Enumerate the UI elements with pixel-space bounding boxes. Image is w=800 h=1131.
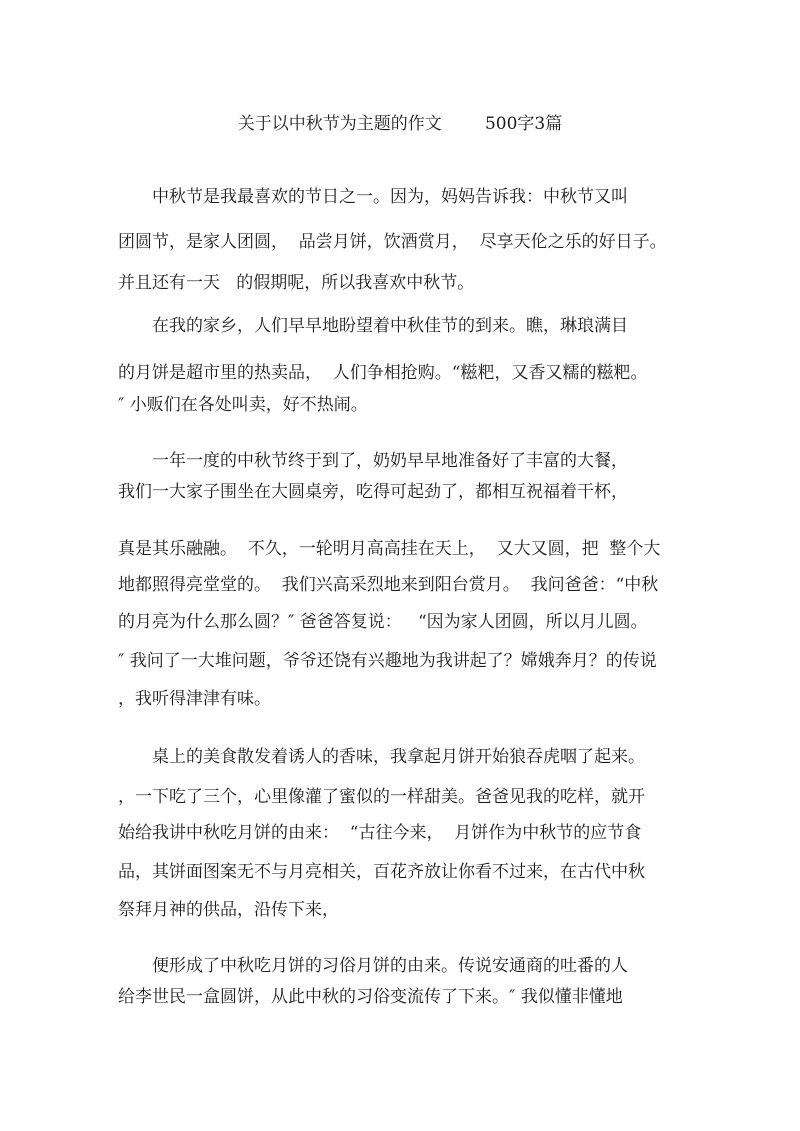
text-line: 团圆节，是家人团圆， 品尝月饼，饮酒赏月， 尽享天伦之乐的好日子。 — [118, 232, 667, 252]
text-line: 一年一度的中秋节终于到了，奶奶早早地准备好了丰富的大餐， — [152, 451, 628, 471]
text-line: 的月饼是超市里的热卖品， 人们争相抢购。“糍粑，又香又糯的糍粑。 — [118, 363, 648, 383]
text-line: ，我听得津津有味。 — [118, 689, 271, 709]
text-line: 始给我讲中秋吃月饼的由来： “古往今来， 月饼作为中秋节的应节食 — [118, 823, 642, 843]
text-line: ″ 我问了一大堆问题，爷爷还饶有兴趣地为我讲起了？嫦娥奔月？的传说 — [118, 651, 657, 671]
text-line: 并且还有一天 的假期呢，所以我喜欢中秋节。 — [118, 273, 475, 293]
text-line: 祭拜月神的供品，沿传下来， — [118, 900, 339, 920]
text-line: 给李世民一盒圆饼，从此中秋的习俗变流传了下来。″ 我似懂非懂地 — [118, 987, 623, 1007]
text-line: 地都照得亮堂堂的。 我们兴高采烈地来到阳台赏月。 我问爸爸：“中秋 — [118, 575, 659, 595]
text-line: 的月亮为什么那么圆？″ 爸爸答复说： “因为家人团圆，所以月儿圆。 — [118, 612, 648, 632]
text-line: 品，其饼面图案无不与月亮相关，百花齐放让你看不过来，在古代中秋 — [118, 862, 645, 882]
text-line: ，一下吃了三个，心里像灌了蜜似的一样甜美。爸爸见我的吃样，就开 — [118, 787, 645, 807]
text-line: 便形成了中秋吃月饼的习俗月饼的由来。传说安通商的吐番的人 — [152, 956, 628, 976]
text-line: 我们一大家子围坐在大圆桌旁，吃得可起劲了，都相互祝福着干杯， — [118, 482, 628, 502]
text-line: 桌上的美食散发着诱人的香味，我拿起月饼开始狼吞虎咽了起来。 — [152, 747, 645, 767]
document-title: 关于以中秋节为主题的作文 500字3篇 — [237, 114, 563, 134]
text-line: ″ 小贩们在各处叫卖，好不热闹。 — [118, 395, 368, 415]
text-line: 在我的家乡，人们早早地盼望着中秋佳节的到来。瞧，琳琅满目 — [152, 316, 628, 336]
text-line: 真是其乐融融。 不久，一轮明月高高挂在天上， 又大又圆，把 整个大 — [118, 539, 661, 559]
text-line: 中秋节是我最喜欢的节日之一。因为，妈妈告诉我：中秋节又叫 — [152, 187, 628, 207]
